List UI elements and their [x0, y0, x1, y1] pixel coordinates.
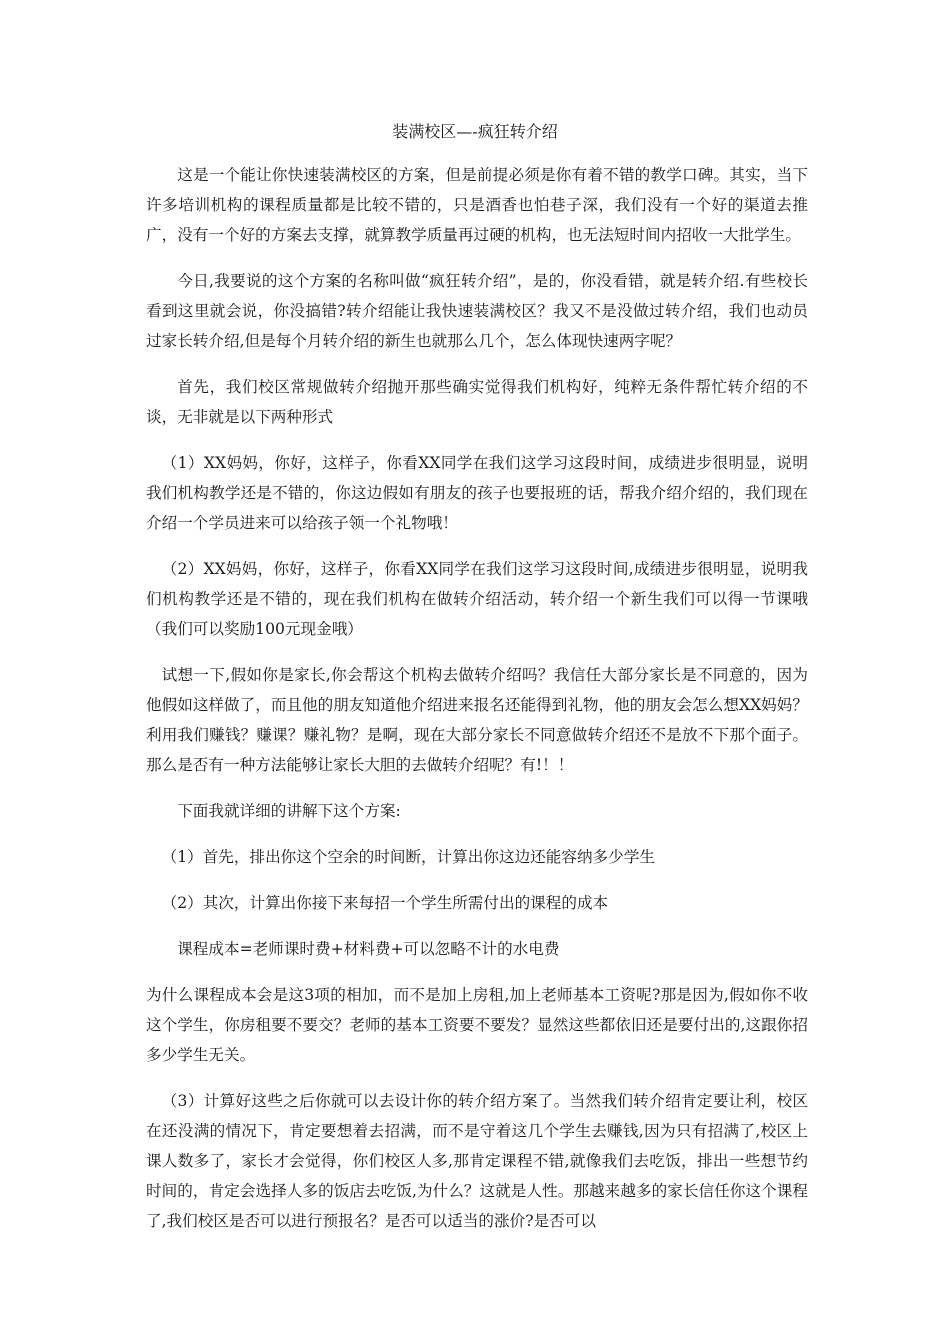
- paragraph-step-3: （3）计算好这些之后你就可以去设计你的转介绍方案了。当然我们转介绍肯定要让利，校区在还没满的情况下，肯定要想着去招满，而不是守着这几个学生去赚钱,因为只有招满了,校区上课人数多了，家长才会觉得，你们校区人多,那肯定课程不错,就像我们去吃饭，排出一些想节约时间的，肯定会选择人多的饭店去吃饭,为什么？这就是人性。那越来越多的家长信任你这个课程了,我们校区是否可以进行预报名？是否可以适当的涨价?是否可以: [146, 1092, 808, 1230]
- paragraph-intro: 这是一个能让你快速装满校区的方案，但是前提必须是你有着不错的教学口碑。其实，当下许多培训机构的课程质量都是比较不错的，只是酒香也怕巷子深，我们没有一个好的渠道去推广，没有一个好的方案去支撑，就算教学质量再过硬的机构，也无法短时间内招收一大批学生。: [146, 166, 808, 244]
- paragraph-parent-view: 试想一下,假如你是家长,你会帮这个机构去做转介绍吗？我信任大部分家长是不同意的，因为他假如这样做了，而且他的朋友知道他介绍进来报名还能得到礼物，他的朋友会怎么想XX妈妈？利用我们赚钱？赚课？赚礼物？是啊，现在大部分家长不同意做转介绍还不是放不下那个面子。那么是否有一种方法能够让家长大胆的去做转介绍呢？有!！！: [146, 666, 808, 774]
- paragraph-step-1: （1）首先，排出你这个空余的时间断，计算出你这边还能容纳多少学生: [161, 848, 655, 866]
- document-title: 装满校区—-疯狂转介绍: [392, 122, 558, 141]
- paragraph-explain-intro: 下面我就详细的讲解下这个方案:: [177, 802, 401, 820]
- paragraph-cost-reason: 为什么课程成本会是这3项的相加，而不是加上房租,加上老师基本工资呢?那是因为,假如你不收这个学生，你房租要不要交？老师的基本工资要不要发？显然这些都依旧还是要付出的,这跟你招多少学生无关。: [146, 986, 808, 1064]
- document-body: [146, 160, 808, 1252]
- paragraph-form-1: （1）XX妈妈，你好，这样子，你看XX同学在我们这学习这段时间，成绩进步很明显，说明我们机构教学还是不错的，你这边假如有朋友的孩子也要报班的话，帮我介绍介绍的，我们现在介绍一个学员进来可以给孩子领一个礼物哦！: [146, 454, 808, 532]
- paragraph-step-2: （2）其次，计算出你接下来每招一个学生所需付出的课程的成本: [161, 894, 609, 912]
- paragraph-common-forms: 首先，我们校区常规做转介绍抛开那些确实觉得我们机构好，纯粹无条件帮忙转介绍的不谈，无非就是以下两种形式: [146, 378, 808, 426]
- paragraph-cost-formula: 课程成本=老师课时费+材料费+可以忽略不计的水电费: [177, 940, 560, 958]
- paragraph-form-2: （2）XX妈妈，你好，这样子，你看XX同学在我们这学习这段时间,成绩进步很明显，说明我们机构教学还是不错的，现在我们机构在做转介绍活动，转介绍一个新生我们可以得一节课哦（我们可以奖励100元现金哦）: [146, 560, 808, 638]
- paragraph-scheme-name: 今日,我要说的这个方案的名称叫做“疯狂转介绍”，是的，你没看错，就是转介绍.有些校长看到这里就会说，你没搞错?转介绍能让我快速装满校区？我又不是没做过转介绍，我们也动员过家长转介绍,但是每个月转介绍的新生也就那么几个，怎么体现快速两字呢？: [146, 272, 808, 350]
